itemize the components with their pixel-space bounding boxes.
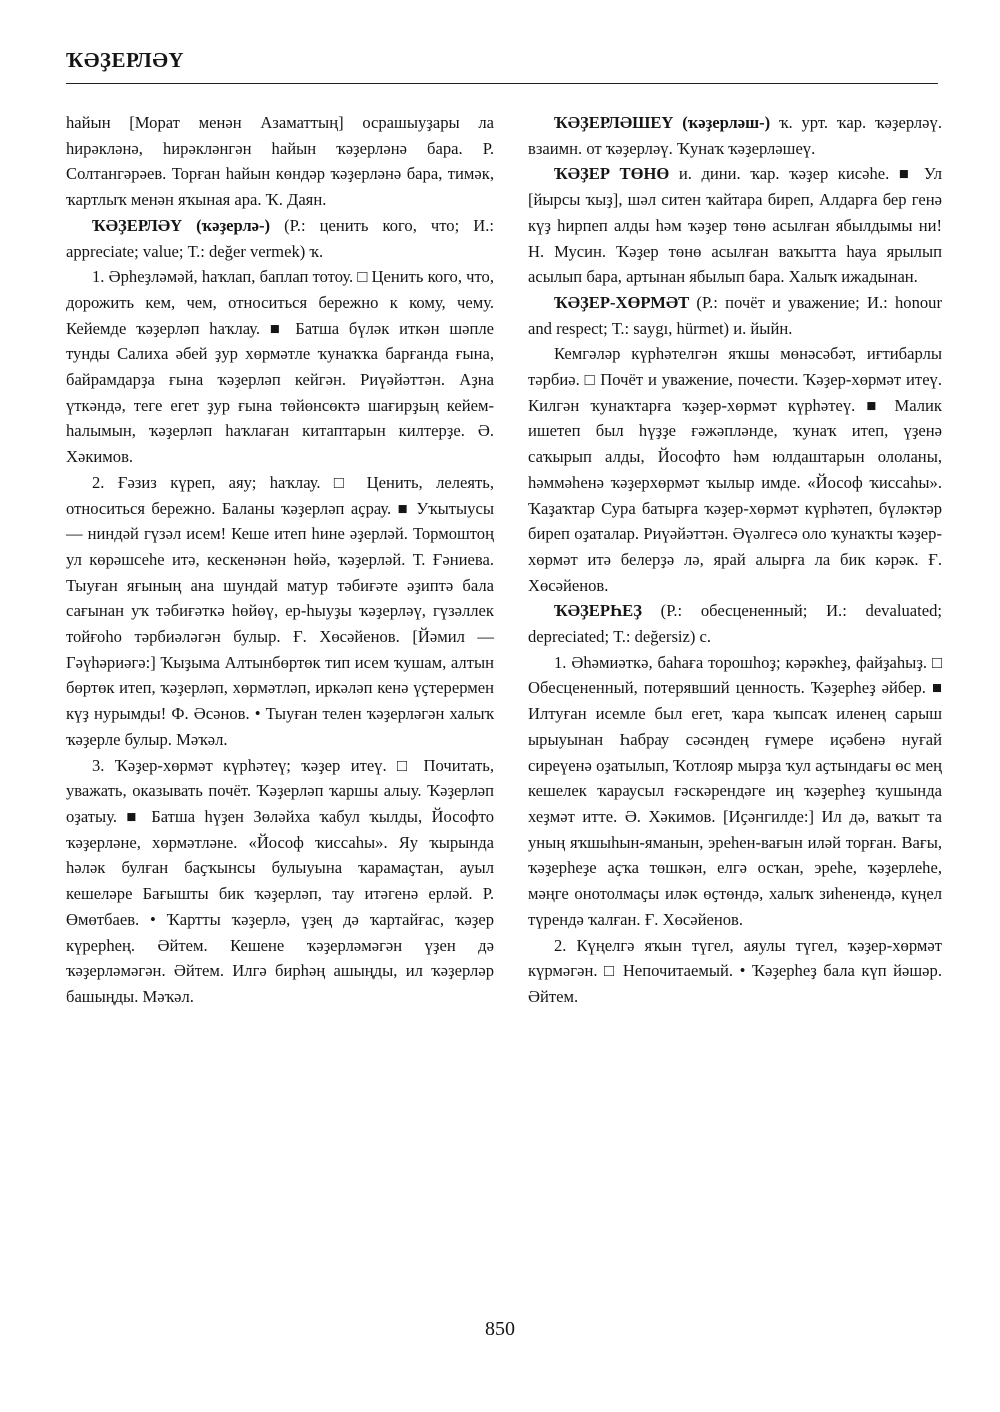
entry-text: (Р.: ценить кого, что; И.: appreciate; value; Т.: değer vermek) ҡ.: [66, 215, 494, 261]
continuation-paragraph: [66, 110, 494, 213]
entry-text: (Р.: обесцененный; И.: devaluated; depreciated; Т.: değersiz) с.: [528, 601, 942, 647]
left-column: [66, 110, 494, 1010]
sense-text: 2. Ғәзиз күреп, аяу; һаҡлау. □ Ценить, лелеять, относиться бережно. Баланы ҡәҙерләп аҫрау. ■ Уҡытыусы — ниндәй гүзәл исем! Кеше итеп һине әҙерләй. Тормоштоң ул көрәшсеһе итә, кескенәнән һөйә, ҡәҙерләй. Т. Ғәниева. Тыуған яғының ана шундай матур тәбиғәте әҙиптә бала сағынан уҡ тәбиғәткә һөйөү, ер-һыуҙы ҡәҙерләү, гүзәллек тойғоһо тәрбиәләгән булыр. Ғ. Хөсәйенов. [Йәмил — Гәүһәриәгә:] Ҡыҙыма Алтынбөртөк тип исем ҡушам, алтын бөртөк итеп, ҡәҙерләп, хөрмәтләп, иркәләп кенә үҫтерермен күҙ нурымды! Ф. Әсәнов. • Тыуған телен ҡәҙерләгән халыҡ ҡәҙерле булыр. Мәҡәл.: [66, 472, 494, 749]
entry-text: и. дини. ҡар. ҡәҙер кисәһе. ■ Ул [йырсы ҡыҙ], шәл ситен ҡайтара биреп, Алдарға бер генә күҙ һирпеп алды һәм ҡәҙер төнө асылған ябылдымы ни! Н. Мусин. Ҡәҙер төнө асылған ваҡытта һауа ярылып асылып бара, артынан ябылып бара. Халыҡ ижадынан.: [528, 164, 942, 287]
paragraph-text: һайын [Морат менән Азаматтың] осрашыуҙары ла һирәкләнә, һирәкләнгән һайын ҡәҙерләнә бара. Р. Солтангәрәев. Торған һайын көндәр ҡәҙерләнә бара, тимәк, ҡартлыҡ менән яҡыная ара. Ҡ. Даян.: [66, 113, 494, 210]
sense-paragraph: [66, 753, 494, 1010]
sense-text: 3. Ҡәҙер-хөрмәт күрһәтеү; ҡәҙер итеү. □ Почитать, уважать, оказывать почёт. Ҡәҙерләп ҡаршы алыу. Ҡәҙерләп оҙатыу. ■ Батша һүҙен Зөләйха ҡабул ҡылды, Йософто ҡәҙерләне, хөрмәтләне. «Йософ ҡиссаһы». Яу ҡырында һәләк булған баҫҡынсы булыуына ҡарамаҫтан, ауыл кешеләре Бағышты бик ҡәҙерләп, тау итәгенә ерләй. Р. Өмөтбаев. • Ҡартты ҡәҙерлә, үҙең дә ҡартайғас, ҡәҙер күрерһең. Әйтем. Кешене ҡәҙерләмәгән үҙен дә ҡәҙерләмәгән. Әйтем. Илгә бирһәң ашыңды, ил ҡәҙерләр башыңды. Мәҡәл.: [66, 755, 494, 1006]
entry-headword: ҠӘҘЕР-ХӨРМӘТ: [554, 292, 690, 312]
entry-headword: ҠӘҘЕРЛӘҮ (ҡәҙерлә-): [92, 215, 271, 235]
sense-paragraph: [528, 650, 942, 933]
right-column: [528, 110, 942, 1010]
dictionary-entry: [528, 110, 942, 161]
entry-text: (Р.: почёт и уважение; И.: honour and respect; Т.: saygı, hürmet) и. йыйн.: [528, 292, 942, 338]
sense-paragraph: [528, 933, 942, 1010]
page-number: 850: [485, 1318, 515, 1340]
entry-headword: ҠӘҘЕРЛӘШЕҮ (ҡәҙерләш-): [554, 113, 771, 132]
dictionary-entry: [528, 161, 942, 290]
sense-text: 1. Әһәмиәткә, баһаға торошһоҙ; кәрәкһеҙ, файҙаһыҙ. □ Обесцененный, потерявший ценность. Ҡәҙерһеҙ әйбер. ■ Илтуған исемле был егет, ҡара ҡыпсаҡ иленең сарыш ырыуынан Һабрау сәсәндең ғүмере иҫәбенә нуғай сиреүенә оҙатылып, Ҡотлояр мырҙа ҡул аҫтындағы өс мең кешелек ҡараусыл ғәскәрендәге иң ҡәҙерһеҙ ҡушында хеҙмәт итте. Ә. Хәкимов. [Иҫәнгилде:] Ил дә, ваҡыт та уның яҡшыһын-яманын, эреһен-вағын иләй торған. Вағы, ҡәҙерһеҙе аҫҡа төшкән, елгә осҡан, эреһе, ҡәҙерлеһе, мәңге онотолмаҫы иләк өҫтөндә, халыҡ зиһенендә, күңел түрендә ҡалған. Ғ. Хөсәйенов.: [528, 652, 942, 929]
entry-text: ҡ. урт. ҡар. ҡәҙерләү. взаимн. от ҡәҙерләү. Ҡунаҡ ҡәҙерләшеү.: [528, 113, 942, 158]
sense-paragraph: [528, 341, 942, 598]
dictionary-entry: [528, 598, 942, 649]
sense-text: 1. Әрһеҙләмәй, һаҡлап, баплап тотоу. □ Ценить кого, что, дорожить кем, чем, относиться бережно к кому, чему. Кейемде ҡәҙерләп һаҡлау. ■ Батша бүләк иткән шәпле тунды Салиха әбей ҙур хөрмәтле ҡунаҡҡа барғанда ғына, байрамдарҙа ғына ҡәҙерләп кейгән. Риүәйәттән. Аҙна үткәндә, теге егет ҙур ғына төйөнсөктә шағирҙың кейем-һалымын, ҡәҙерләп һаҡлаған китаптарын килтерҙе. Ә. Хәкимов.: [66, 267, 494, 467]
sense-text: 2. Күңелгә яҡын түгел, аяулы түгел, ҡәҙер-хөрмәт күрмәгән. □ Непочитаемый. • Ҡәҙерһеҙ бала күп йәшәр. Әйтем.: [528, 935, 942, 1006]
sense-paragraph: [66, 264, 494, 470]
header-rule: [66, 83, 938, 84]
dictionary-entry: [528, 290, 942, 341]
sense-paragraph: [66, 470, 494, 753]
entry-headword: ҠӘҘЕРҺЕҘ: [554, 601, 642, 621]
running-header: ҠӘҘЕРЛӘҮ: [66, 48, 185, 72]
dictionary-entry: [66, 213, 494, 264]
sense-text: Кемгәләр күрһәтелгән яҡшы мөнәсәбәт, иғтибарлы тәрбиә. □ Почёт и уважение, почести. Ҡәҙер-хөрмәт итеү. Килгән ҡунаҡтарға ҡәҙер-хөрмәт күрһәтеү. ■ Малик ишетеп был һүҙҙе ғәжәпләнде, ҡунаҡ итеп, үҙенә саҡырып алды, Йософто һәм юлдаштарын ололаны, һәммәһенә ҡәҙерхөрмәт ҡылыр имде. «Йософ ҡиссаһы». Ҡаҙаҡтар Сура батырға ҡәҙер-хөрмәт күрһәтеп, бүләктәр биреп оҙаталар. Риүәйәттән. Әүәлгесә оло ҡунаҡты ҡәҙер-хөрмәт итә белерҙә лә, ярай алырға ла бик кәрәк. Ғ. Хөсәйенов.: [528, 344, 942, 595]
entry-headword: ҠӘҘЕР ТӨНӨ: [554, 164, 670, 184]
